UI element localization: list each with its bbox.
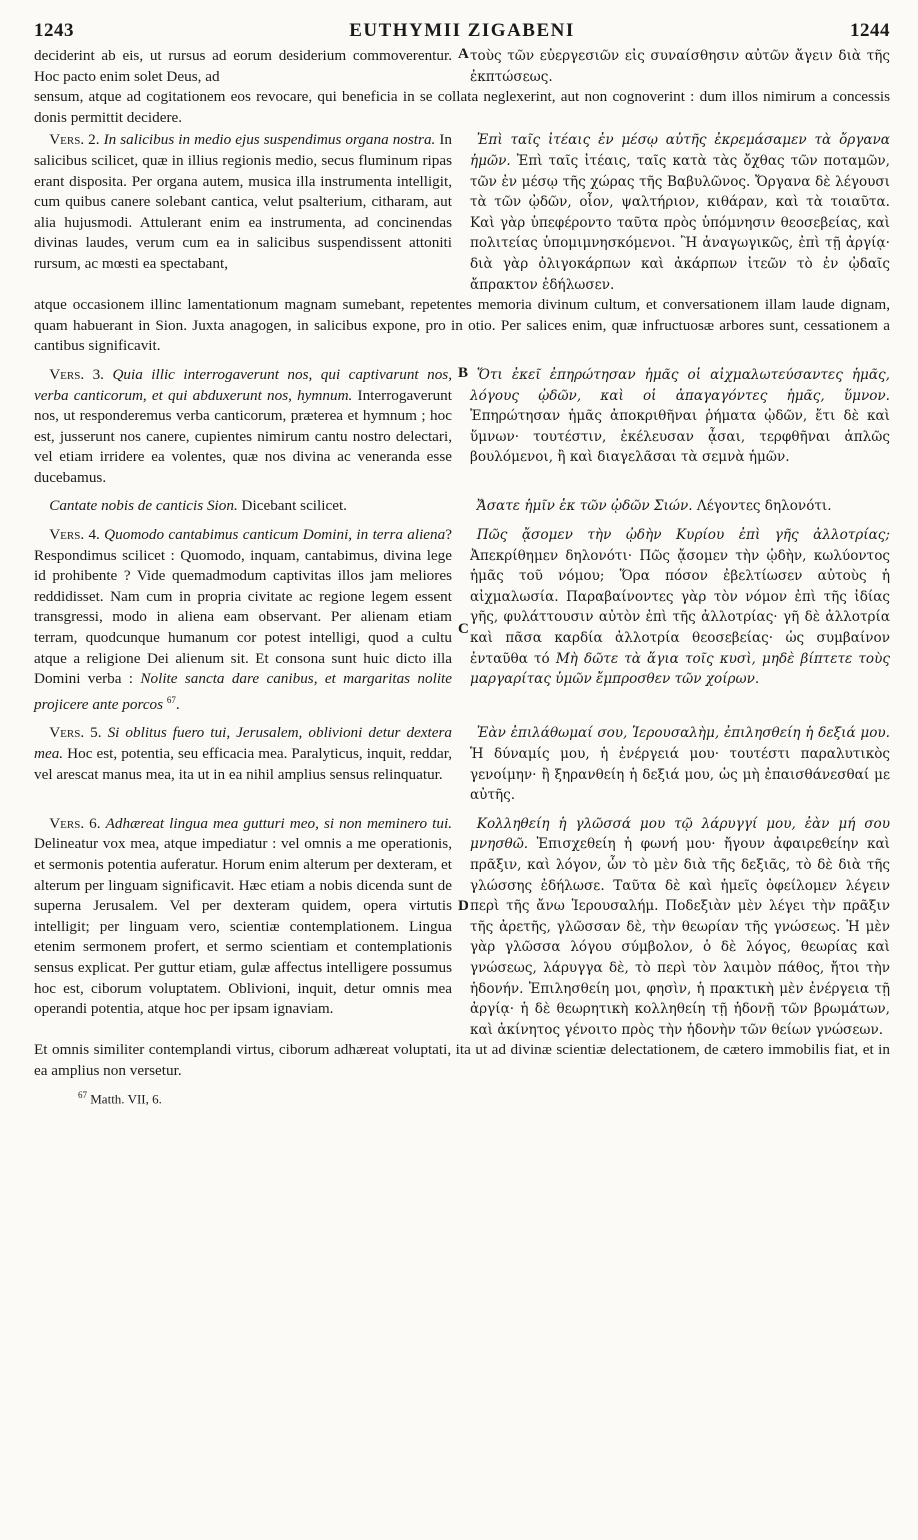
verse-3-block — [34, 365, 890, 489]
greek-commentary: Ἐπισχεθείη ἡ φωνή μου· ἤγουν ἀφαιρεθείην καὶ πρᾶξιν, καὶ λόγον, ὧν τὸ μὲν διὰ τῆς δεξιᾶς, τὸ δὲ διὰ τῆς γλώσσης ἐδήλωσε. Ταῦτα δὲ καὶ ἡμεῖς ὀφείλομεν λέγειν περὶ τῆς ἄνω Ἱερουσαλήμ. Ποδεξιὰν μὲν λέγει τὴν πρᾶξιν τῆς ἀρετῆς, γλῶσσαν δὲ, τὴν θεωρίαν τῆς γνώσεως. Ἡ μὲν γὰρ γλῶσσα λόγου σύμβολον, ὁ δὲ λόγος, θεωρίας καὶ γνώσεως, λάρυγγα δὲ, τὸ περὶ τὸν λαιμὸν πάθος, ἤτοι τὴν ἡδονήν. Ἐπιλησθείη μοι, φησὶν, ἡ πρακτικὴ μὲν ἐνέργεια τῇ ἀργίᾳ· ἡ δὲ θεωρητικὴ κολληθείη τῇ ἡδονῇ τῶν βρωμάτων, καὶ ἀκίνητος γένοιτο πρὸς τὴν ἡδονὴν τῶν θείων γνώσεων. — [470, 836, 890, 1038]
greek-scripture-quote: Μὴ δῶτε τὰ ἅγια τοῖς κυσὶ, μηδὲ βίπτετε τοὺς μαργαρίτας ὑμῶν ἔμπροσθεν τῶν χοίρων. — [470, 650, 890, 688]
footnote — [78, 1086, 890, 1108]
greek-verse-quote: Ἐπὶ ταῖς ἰτέαις ἐν μέσῳ αὐτῆς ἐκρεμάσαμεν τὰ ὄργανα ἡμῶν. — [470, 132, 890, 169]
latin-full-width-text: atque occasionem illinc lamentationum magnam sumebant, repetentes memoria divinum cultum, et conversationem illam laude dignam, quam habuerant in Sion. Juxta anagogen, in salicibus expone, pro in otio. Per salices enim, quæ infructuosæ arbores sunt, cessationem a cantibus significavit. — [34, 296, 890, 355]
greek-column — [470, 46, 890, 87]
footnote-number: 67 — [78, 1089, 87, 1100]
greek-verse-quote: Πῶς ᾄσομεν τὴν ᾠδὴν Κυρίου ἐπὶ γῆς ἀλλοτρίας; — [476, 527, 890, 544]
verse-number: Vers. 5. — [49, 724, 102, 742]
verse-number: Vers. 6. — [49, 814, 101, 832]
verse-6-block — [34, 814, 890, 1041]
verse-5-block — [34, 723, 890, 805]
latin-column — [34, 496, 452, 517]
margin-marker-b: B — [458, 364, 469, 381]
greek-column — [470, 130, 890, 295]
greek-commentary: Ἡ δύναμίς μου, ἡ ἐνέργειά μου· τουτέστι παραλυτικὸς γενοίμην· ἢ ξηρανθείη ἡ δεξιά μου, ὡς μὴ ἐπαισθάνεσθαί με αὐτῆς. — [470, 746, 890, 804]
greek-commentary: Ἀπεκρίθημεν δηλονότι· Πῶς ᾄσομεν τὴν ᾠδὴν, κωλύοντος ἡμᾶς τοῦ νόμου; Ὅρα πόσον ἐβελτίωσεν αὐτοὺς ἡ αἰχμαλωσία. Παραβαίνοντες γὰρ τὸν νόμον ἐπὶ τῆς ἰδίας γῆς, φυλάττουσιν αὐτὸν ἐπὶ τῆς ἀλλοτρίας· γῆ δὲ ἀλλοτρία καὶ πᾶσα καρδία ἀλλοτρία θεοσεβείας· ὡς συμβαίνον ἐνταῦθα τό — [470, 547, 890, 667]
latin-column — [34, 46, 452, 87]
greek-commentary: Λέγοντες δηλονότι. — [696, 498, 832, 515]
latin-text: deciderint ab eis, ut rursus ad eorum desiderium commoverentur. Hoc pacto enim solet Deus, ad — [34, 47, 452, 85]
latin-commentary: In salicibus scilicet, quæ in illius regionis medio, secus fluminum ripas erant disposita. Per organa autem, musica illa instrumenta intelligit, cum quibus canere solebant cantica, velut psalterium, citharam, aut alia hujusmodi. Attulerant enim ea instrumenta, ad concinendas divinas laudes, verum cum ea in salicibus suspendissent attoniti rursum, ac mœsti ea spectabant, — [34, 131, 453, 272]
verse-quote: Quomodo cantabimus canticum Domini, in terra aliena — [104, 526, 446, 544]
verse-2-block — [34, 130, 890, 295]
greek-column — [470, 723, 890, 805]
greek-column — [470, 525, 890, 715]
greek-column — [470, 496, 890, 517]
latin-column — [34, 365, 452, 489]
margin-marker-c: C — [458, 621, 469, 638]
right-page-number: 1244 — [849, 20, 890, 41]
running-title: EUTHYMII ZIGABENI — [349, 20, 575, 41]
margin-marker-d: D — [458, 897, 469, 914]
page-header — [34, 20, 890, 46]
footnote-text: Matth. VII, 6. — [90, 1090, 162, 1106]
latin-commentary: ? Respondimus scilicet : Quomodo, inquam, cantabimus, divina lege id prohibente ? Vide quemadmodum captivitas illos jam meliores reddidisset. Nam cum in propria civitate ac regione legem essent transgressi, modo in aliena eam observant. Per alienam etiam terram, quodcunque humanum cor potest intelligi, quod a cultu atque a religione Dei alienum sit. Et consona sunt huic dicto illa Domini verba : — [34, 526, 452, 688]
latin-full-width-text: Et omnis similiter contemplandi virtus, ciborum adhæreat voluptati, ita ut ad divinæ scientiæ delectationem, de cætero immobilis fiat, et in ea amplius non versetur. — [34, 1041, 890, 1079]
latin-column — [34, 723, 452, 805]
latin-commentary: Delineatur vox mea, atque impediatur : vel omnis a me operationis, et sermonis potentia auferatur. Horum enim alterum per dexteram, et alterum per linguam significavit. Hæc etiam a nobis dicenda sunt de superna Jerusalem. Vel per dexteram quidem, opera virtutis intelligit; per linguam vero, scientiæ contemplationem. Lingua etenim sermonem profert, et sermo scientiam et contemplationis sensus explicat. Per guttur etiam, gulæ affectus intelligere possumus hoc est, ciborum voluptatem. Oblivioni, inquit, detur omnis mea operandi potentia, atque hoc per ipsam ignaviam. — [34, 835, 452, 1018]
verse-number: Vers. 4. — [49, 526, 100, 544]
latin-commentary: Dicebant scilicet. — [241, 497, 347, 515]
greek-commentary: Ἐπηρώτησαν ἡμᾶς ἀποκριθῆναι ῥήματα ᾠδῶν, ἔτι δὲ καὶ ὕμνων· τουτέστιν, ἐκέλευσαν ᾆσαι, τερφθῆναι ἁπλῶς βουλόμενοι, ἢ καὶ διαγελᾶσαι τὰ σεμνὰ ἡμῶν. — [470, 408, 890, 466]
latin-commentary: Interrogaverunt nos, ut responderemus verba canticorum, præterea et hymnum ; hoc est, jusserunt nos canere, cupientes nimirum cantu nostro delectari, vel etiam irridere ea volentes, quæ nos divina ac veneranda esse ducebamus. — [34, 386, 452, 486]
footnote-reference: 67 — [166, 694, 176, 705]
latin-column: Vers. 4. Quomodo cantabimus canticum Domini, in terra aliena? Respondimus scilicet : Quomodo, inquam, cantabimus, divina lege id prohibente ? Vide quemadmodum captivitas illos jam meliores reddidisset. Nam cum in propria civitate ac regione legem essent transgressi, modo in aliena eam observant. Per alienam etiam terram, quodcunque humanum cor potest intelligi, quod a cultu atque a religione Dei alienum sit. Et consona sunt huic dicto illa Domini verba : Nolite sancta dare canibus, et margaritas nolite projicere ante porcos $^{67}$. — [34, 526, 453, 713]
greek-text: τοὺς τῶν εὐεργεσιῶν εἰς συναίσθησιν αὐτῶν ἄγειν διὰ τῆς ἐκπτώσεως. — [470, 48, 890, 85]
latin-column — [34, 814, 452, 1041]
verse-quote: Quia illic interrogaverunt nos, qui captivarunt nos, verba canticorum, et qui abduxerunt nos, hymnum. — [34, 365, 453, 404]
verse-number: Vers. 3. — [49, 365, 104, 383]
verse-quote: In salicibus in medio ejus suspendimus organa nostra. — [103, 131, 436, 149]
left-page-number: 1243 — [34, 20, 74, 41]
latin-commentary: Hoc est, potentia, seu efficacia mea. Paralyticus, inquit, reddar, vel arescat manus mea, ita ut in ea nihil amplius sensus relinquatur. — [34, 745, 452, 783]
verse-4-block — [34, 525, 890, 715]
latin-column — [34, 130, 452, 295]
greek-commentary: Ἐπὶ ταῖς ἰτέαις, ταῖς κατὰ τὰς ὄχθας τῶν ποταμῶν, τῶν ἐν μέσῳ τῆς χώρας τῆς Βαβυλῶνος. Ὄργανα δὲ λέγουσι τὰ τῶν ᾠδῶν, οἷον, ψαλτήριον, κιθάραν, καὶ τὰ τοιαῦτα. Καὶ γὰρ ὑπεφέροντο ταῦτα πρὸς ὑπόμνησιν θεοσεβείας, καὶ πολιτείας ὑπομιμνησκόμενοι. Ἢ ἀναγωγικῶς, ἐπὶ τῇ ἀργίᾳ· διὰ γὰρ ὀλιγοκάρπων καὶ ἀκάρπων ἰτεῶν τὸ ἐν ᾠδαῖς ἄπρακτον ἐδήλωσεν. — [470, 152, 890, 293]
greek-verse-quote: Κολληθείη ἡ γλῶσσά μου τῷ λάρυγγί μου, ἐὰν μή σου μνησθῶ. — [470, 815, 890, 853]
cantate-block — [34, 496, 890, 517]
verse-quote: Cantate nobis de canticis Sion. — [49, 497, 238, 515]
greek-verse-quote: Ὅτι ἐκεῖ ἐπηρώτησαν ἡμᾶς οἱ αἰχμαλωτεύσαντες ἡμᾶς, λόγους ᾠδῶν, καὶ οἱ ἀπαγαγόντες ἡμᾶς, ὕμνον. — [470, 366, 890, 404]
greek-column — [470, 814, 890, 1041]
verse-quote: Si oblitus fuero tui, Jerusalem, oblivioni detur dextera mea. — [34, 724, 453, 763]
greek-verse-quote: Ἐὰν ἐπιλάθωμαί σου, Ἱερουσαλὴμ, ἐπιλησθείη ἡ δεξιά μου. — [476, 725, 890, 742]
greek-verse-quote: Ἄσατε ἡμῖν ἐκ τῶν ᾠδῶν Σιών. — [476, 498, 693, 515]
verse-quote: Adhæreat lingua mea gutturi meo, si non meminero tui. — [105, 814, 453, 832]
page — [34, 20, 890, 1108]
latin-full-width-text: sensum, atque ad cogitationem eos revocare, qui beneficia in se collata neglexerint, aut non cognoverint : dum illos nimirum a concessis donis permittit decidere. — [34, 88, 890, 126]
margin-marker-a: A — [458, 46, 469, 62]
scripture-quote: Nolite sancta dare canibus, et margaritas nolite projicere ante porcos — [34, 670, 453, 713]
verse-number: Vers. 2. — [49, 131, 100, 149]
top-fragment — [34, 46, 890, 87]
greek-column — [470, 365, 890, 489]
